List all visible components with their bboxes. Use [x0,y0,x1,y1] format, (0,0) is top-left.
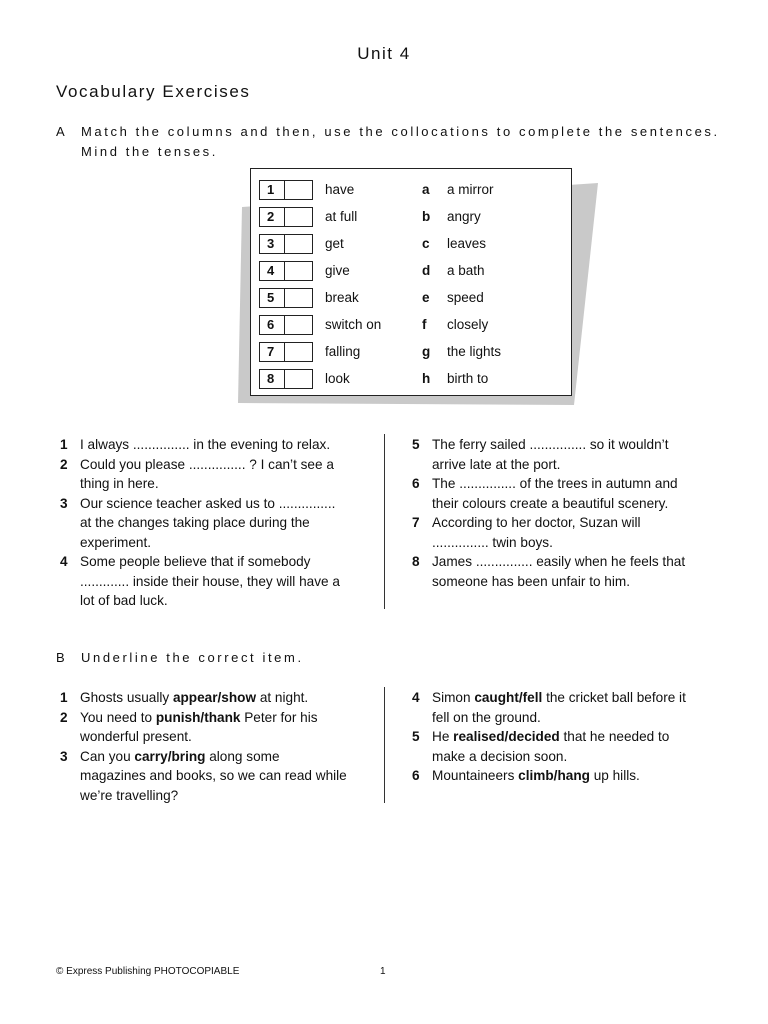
exercise-a-instruction-line1: Match the columns and then, use the collocations to complete the sentences. [81,124,720,139]
match-number: 8 [259,369,285,389]
sentence-number: 2 [60,456,68,472]
sentence-line [80,708,376,728]
sentence-number: 8 [412,554,420,569]
right-word: birth to [447,371,489,386]
answer-box[interactable] [285,180,313,200]
option-word[interactable]: thank [204,709,241,725]
sentence-text: Ghosts usually [80,690,173,705]
match-row [251,261,571,283]
sentence-item [56,552,376,611]
option-word[interactable]: punish [155,709,201,725]
match-letter: c [422,236,430,251]
match-number: 1 [259,180,285,200]
match-row [251,315,571,337]
left-word: falling [325,344,361,359]
exercise-a-instruction-line2: Mind the tenses. [81,144,218,159]
sentence-number: 3 [60,748,68,764]
sentence-item [56,455,376,494]
sentence-line [80,747,376,767]
sentence-line: Some people believe that if somebody [80,554,311,569]
option-slash: / [217,690,222,705]
sentence-item [56,708,376,747]
sentence-number: 7 [412,515,420,530]
option-word[interactable]: hang [557,768,590,783]
section-heading: Vocabulary Exercises [56,82,251,101]
right-word: closely [447,317,489,332]
left-word: break [325,290,359,305]
sentences-a-right [408,435,728,591]
sentence-line: their colours create a beautiful scenery. [432,495,669,511]
sentence-line: we’re travelling? [80,787,179,803]
unit-title: Unit 4 [357,44,411,63]
option-word[interactable]: caught [474,690,519,705]
match-row [251,369,571,391]
sentence-line: I always ............... in the evening to relax. [80,437,331,452]
sentence-item [408,552,728,591]
sentence-number: 1 [60,437,68,452]
match-letter: d [422,263,431,278]
sentence-line: wonderful present. [80,729,192,744]
sentence-item [56,747,376,806]
sentence-text: You need to [80,709,156,725]
sentence-line [432,688,728,708]
sentence-number: 3 [60,495,68,511]
column-divider [384,434,385,609]
match-number: 3 [259,234,285,254]
match-row [251,342,571,364]
sentence-item [56,435,376,455]
match-letter: b [422,209,431,224]
sentence-item [408,727,728,766]
sentence-number: 6 [412,768,420,783]
match-number: 7 [259,342,285,362]
sentences-b-left [56,688,376,805]
option-word[interactable]: show [221,690,257,705]
option-word[interactable]: realised [453,729,505,744]
sentence-line: ............. inside their house, they will have a [80,573,340,589]
sentence-line [80,688,376,708]
match-row [251,234,571,256]
option-word[interactable]: carry [134,748,168,764]
match-columns-box [250,168,572,396]
sentence-item [408,688,728,727]
option-word[interactable]: bring [171,748,206,764]
sentence-line: ............... twin boys. [432,534,553,550]
sentence-item [408,766,728,786]
sentence-line: experiment. [80,534,152,550]
sentence-text: Mountaineers [432,768,519,783]
sentence-text: that he needed to [559,729,670,744]
sentence-text: Peter for his [240,709,318,725]
left-word: give [325,263,350,278]
answer-box[interactable] [285,288,313,308]
option-slash: / [518,690,523,705]
sentence-text: along some [205,748,280,764]
sentence-text: Can you [80,748,135,764]
left-word: get [325,236,344,251]
answer-box[interactable] [285,234,313,254]
sentence-line: lot of bad luck. [80,593,168,608]
sentence-item [408,513,728,552]
sentence-line: Could you please ............... ? I can’t see a [80,456,334,472]
option-slash: / [553,768,558,783]
answer-box[interactable] [285,207,313,227]
answer-box[interactable] [285,261,313,281]
right-word: leaves [447,236,487,251]
sentence-text: Simon [432,690,475,705]
left-word: look [325,371,350,386]
sentence-item [56,688,376,708]
exercise-b-instruction: Underline the correct item. [81,650,304,665]
sentence-number: 5 [412,729,420,744]
match-row [251,180,571,202]
sentence-text: He [432,729,454,744]
exercise-a-letter: A [56,124,67,139]
sentence-line: make a decision soon. [432,748,568,764]
sentence-item [408,474,728,513]
sentence-line [432,727,728,747]
sentence-text: up hills. [589,768,640,783]
sentence-line: fell on the ground. [432,709,541,725]
sentence-line: James ............... easily when he feels that [432,554,686,569]
right-word: a mirror [447,182,494,197]
match-letter: g [422,344,431,359]
match-letter: a [422,182,430,197]
right-word: a bath [447,263,485,278]
sentence-line: The ............... of the trees in autumn and [432,476,678,491]
page-number: 1 [380,966,386,977]
sentence-line: arrive late at the port. [432,456,561,472]
answer-box[interactable] [285,369,313,389]
right-word: speed [447,290,484,305]
option-slash: / [200,709,205,725]
sentence-line: According to her doctor, Suzan will [432,515,641,530]
exercise-b-letter: B [56,650,67,665]
match-number: 4 [259,261,285,281]
sentence-number: 4 [412,690,420,705]
option-slash: / [167,748,172,764]
match-letter: f [422,317,427,332]
option-slash: / [504,729,509,744]
match-letter: h [422,371,431,386]
sentence-line [432,766,728,786]
match-row [251,288,571,310]
sentence-number: 4 [60,554,68,569]
sentence-item [408,435,728,474]
left-word: have [325,182,355,197]
sentence-number: 2 [60,709,68,725]
column-divider [384,687,385,803]
sentence-line: at the changes taking place during the [80,515,310,530]
sentence-text: the cricket ball before it [542,690,686,705]
sentence-number: 1 [60,690,68,705]
option-word[interactable]: fell [522,690,543,705]
footer-copyright: © Express Publishing PHOTOCOPIABLE [56,966,240,977]
option-word[interactable]: decided [508,729,560,744]
sentence-line: magazines and books, so we can read while [80,768,347,783]
answer-box[interactable] [285,315,313,335]
match-number: 6 [259,315,285,335]
match-number: 2 [259,207,285,227]
right-word: angry [447,209,481,224]
match-row [251,207,571,229]
sentence-line: thing in here. [80,476,159,491]
sentence-number: 6 [412,476,420,491]
sentence-line: The ferry sailed ............... so it wouldn’t [432,437,669,452]
sentences-a-left [56,435,376,611]
sentence-item [56,494,376,553]
left-word: at full [325,209,358,224]
left-word: switch on [325,317,382,332]
option-word[interactable]: appear [172,690,218,705]
option-word[interactable]: climb [518,768,554,783]
match-letter: e [422,290,430,305]
sentence-line: Our science teacher asked us to ............... [80,495,336,511]
sentence-text: at night. [256,690,309,705]
right-word: the lights [447,344,502,359]
sentence-number: 5 [412,437,420,452]
sentence-line: someone has been unfair to him. [432,573,630,589]
match-number: 5 [259,288,285,308]
sentences-b-right [408,688,728,786]
answer-box[interactable] [285,342,313,362]
